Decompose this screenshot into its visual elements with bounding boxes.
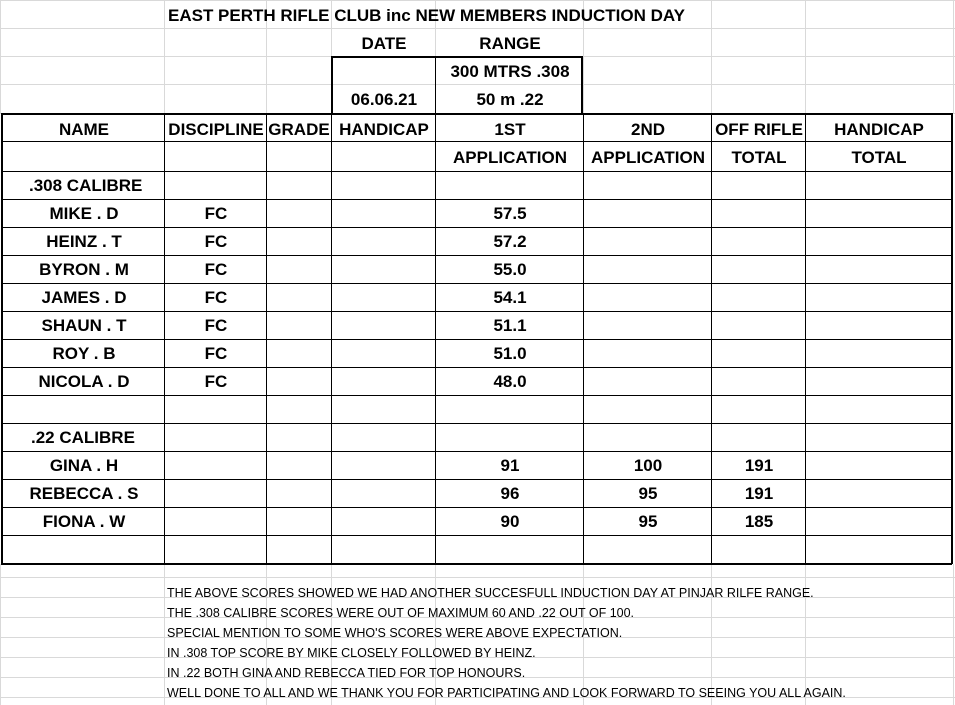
table-border-row [1, 141, 952, 142]
table-row-second[interactable]: 95 [638, 512, 658, 531]
table-row-name[interactable]: FIONA . W [42, 512, 126, 531]
table-border-row [1, 395, 952, 396]
section-label-22[interactable]: .22 CALIBRE [31, 428, 135, 447]
table-border-col [805, 113, 806, 564]
table-row-total[interactable]: 185 [744, 512, 774, 531]
gridline-row [0, 0, 955, 1]
col-header-discipline[interactable]: DISCIPLINE [168, 120, 264, 139]
table-row-name[interactable]: BYRON . M [39, 260, 129, 279]
range-value-308[interactable]: 300 MTRS .308 [450, 62, 570, 81]
section-label-308[interactable]: .308 CALIBRE [29, 176, 143, 195]
table-border-row [1, 423, 952, 424]
table-border-row [1, 227, 952, 228]
table-row-name[interactable]: ROY . B [52, 344, 116, 363]
note-line[interactable]: THE ABOVE SCORES SHOWED WE HAD ANOTHER SUCCESFULL INDUCTION DAY AT PINJAR RILFE RANGE. [167, 586, 814, 600]
table-row-name[interactable]: GINA . H [49, 456, 119, 475]
table-row-name[interactable]: NICOLA . D [38, 372, 130, 391]
table-row-first[interactable]: 96 [500, 484, 520, 503]
table-border-col [711, 113, 712, 564]
col-header-grade[interactable]: GRADE [268, 120, 330, 139]
table-row-discipline[interactable]: FC [204, 260, 228, 279]
gridline-row [0, 577, 955, 578]
table-row-discipline[interactable]: FC [204, 316, 228, 335]
gridline-col [0, 0, 1, 113]
table-border-row [1, 451, 952, 452]
table-row-first[interactable]: 91 [500, 456, 520, 475]
table-border-col [583, 113, 584, 564]
table-border-row [1, 255, 952, 256]
table-border-row [1, 535, 952, 536]
sheet-title[interactable]: EAST PERTH RIFLE CLUB inc NEW MEMBERS INDUCTION DAY [168, 6, 685, 25]
table-row-discipline[interactable]: FC [204, 344, 228, 363]
gridline-col [164, 564, 165, 705]
date-label[interactable]: DATE [361, 34, 407, 53]
col-header-second-line2[interactable]: APPLICATION [591, 148, 705, 167]
col-header-handicap[interactable]: HANDICAP [339, 120, 429, 139]
gridline-col [711, 0, 712, 113]
table-row-first[interactable]: 48.0 [493, 372, 527, 391]
gridline-row [0, 28, 955, 29]
table-row-first[interactable]: 57.2 [493, 232, 527, 251]
table-border-row [1, 311, 952, 312]
table-border-row [1, 199, 952, 200]
date-value[interactable]: 06.06.21 [350, 90, 418, 109]
col-header-handicaptotal-line2[interactable]: TOTAL [851, 148, 907, 167]
col-header-first-line2[interactable]: APPLICATION [453, 148, 567, 167]
table-border-col [331, 113, 332, 564]
col-header-name[interactable]: NAME [58, 120, 110, 139]
range-label[interactable]: RANGE [479, 34, 541, 53]
table-row-first[interactable]: 90 [500, 512, 520, 531]
table-row-first[interactable]: 51.0 [493, 344, 527, 363]
table-row-name[interactable]: JAMES . D [41, 288, 127, 307]
table-row-name[interactable]: REBECCA . S [29, 484, 139, 503]
table-border-row [1, 367, 952, 368]
range-box-border [331, 56, 333, 113]
col-header-handicaptotal-line1[interactable]: HANDICAP [834, 120, 924, 139]
table-row-first[interactable]: 57.5 [493, 204, 527, 223]
gridline-col [0, 564, 1, 705]
note-line[interactable]: WELL DONE TO ALL AND WE THANK YOU FOR PARTICIPATING AND LOOK FORWARD TO SEEING YOU ALL AGAIN. [167, 686, 846, 700]
col-header-first-line1[interactable]: 1ST [494, 120, 526, 139]
range-box-border [581, 56, 583, 113]
table-border-row [1, 339, 952, 340]
note-line[interactable]: SPECIAL MENTION TO SOME WHO'S SCORES WERE ABOVE EXPECTATION. [167, 626, 623, 640]
table-border-row [1, 507, 952, 508]
table-row-first[interactable]: 55.0 [493, 260, 527, 279]
note-line[interactable]: IN .308 TOP SCORE BY MIKE CLOSELY FOLLOWED BY HEINZ. [167, 646, 536, 660]
table-border-col [266, 113, 267, 564]
table-border-row [1, 171, 952, 172]
gridline-col [805, 0, 806, 113]
range-box-border [331, 56, 583, 58]
table-row-second[interactable]: 100 [633, 456, 663, 475]
table-row-second[interactable]: 95 [638, 484, 658, 503]
gridline-col [953, 0, 954, 113]
table-border-col [435, 113, 436, 564]
table-border-row [1, 113, 952, 115]
table-row-first[interactable]: 54.1 [493, 288, 527, 307]
table-row-discipline[interactable]: FC [204, 288, 228, 307]
table-border-col [1, 113, 3, 564]
gridline-row [0, 84, 955, 85]
table-row-name[interactable]: MIKE . D [49, 204, 119, 223]
table-border-col [164, 113, 165, 564]
table-row-discipline[interactable]: FC [204, 204, 228, 223]
table-row-total[interactable]: 191 [744, 456, 774, 475]
table-border-row [1, 479, 952, 480]
table-row-name[interactable]: HEINZ . T [46, 232, 122, 251]
range-value-22[interactable]: 50 m .22 [476, 90, 544, 109]
range-box-border [435, 56, 436, 113]
table-border-row [1, 563, 952, 565]
gridline-col [164, 0, 165, 113]
col-header-second-line1[interactable]: 2ND [630, 120, 666, 139]
col-header-offrifle-line1[interactable]: OFF RIFLE [715, 120, 803, 139]
note-line[interactable]: THE .308 CALIBRE SCORES WERE OUT OF MAXIMUM 60 AND .22 OUT OF 100. [167, 606, 635, 620]
table-border-row [1, 283, 952, 284]
table-border-col [951, 113, 953, 564]
table-row-discipline[interactable]: FC [204, 372, 228, 391]
col-header-offrifle-line2[interactable]: TOTAL [731, 148, 787, 167]
table-row-name[interactable]: SHAUN . T [41, 316, 127, 335]
gridline-col [953, 564, 954, 705]
note-line[interactable]: IN .22 BOTH GINA AND REBECCA TIED FOR TOP HONOURS. [167, 666, 526, 680]
table-row-total[interactable]: 191 [744, 484, 774, 503]
table-row-discipline[interactable]: FC [204, 232, 228, 251]
table-row-first[interactable]: 51.1 [493, 316, 527, 335]
